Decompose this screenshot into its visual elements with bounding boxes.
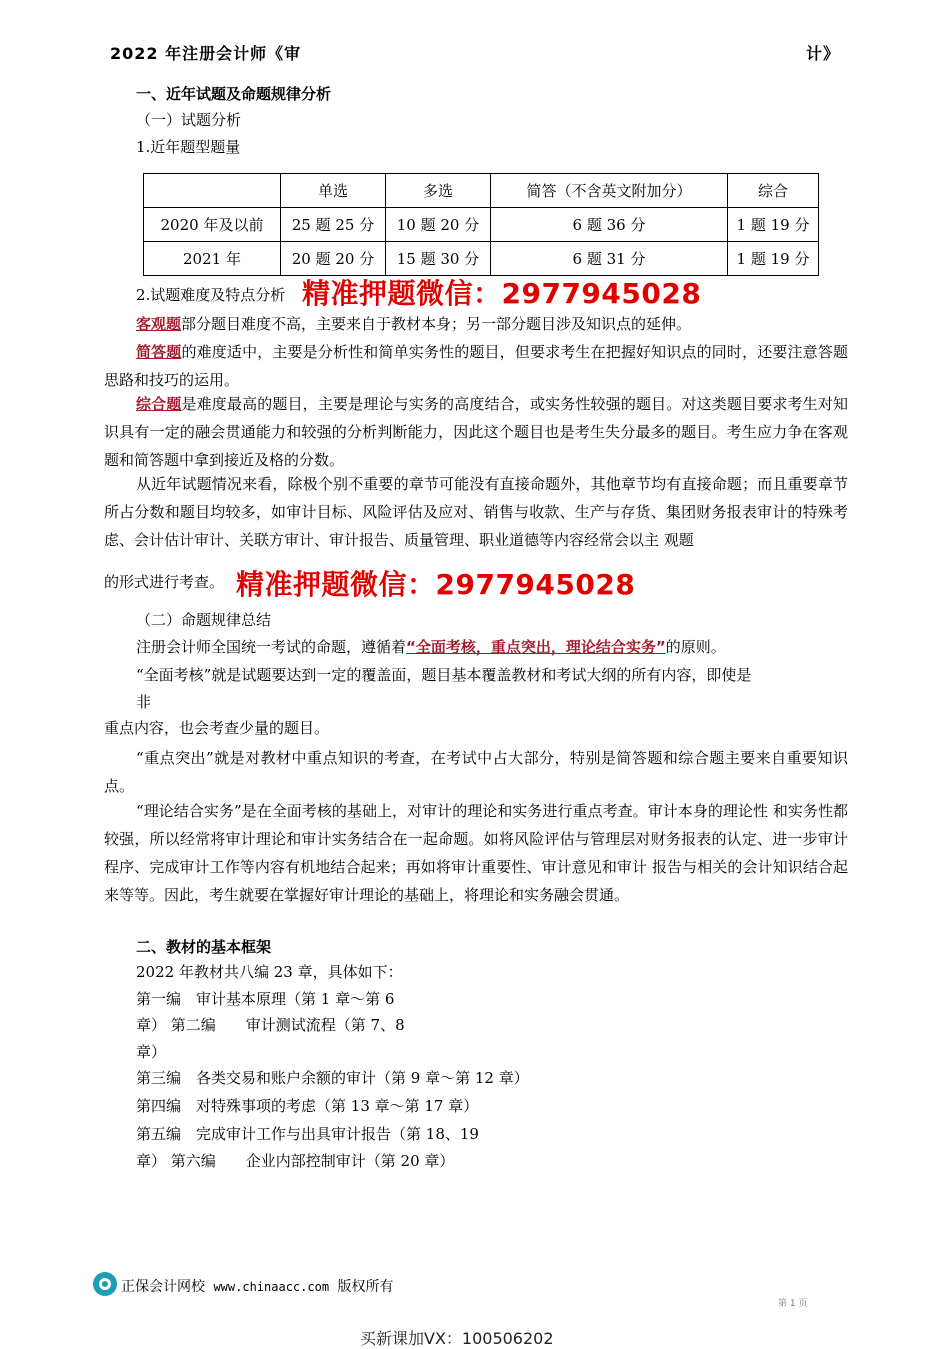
section-2-title: 二、教材的基本框架 (136, 938, 272, 956)
footer-ad-text: 买新课加VX：100506202 (360, 1329, 554, 1348)
table-header-row (144, 174, 819, 208)
framework-line: 章） 第二编 审计测试流程（第 7、8 (136, 1016, 405, 1034)
table-row (144, 242, 819, 276)
framework-line: 第三编 各类交易和账户余额的审计（第 9 章～第 12 章） (136, 1069, 529, 1087)
paragraph-principle: 注册会计师全国统一考试的命题，遵循着“全面考核，重点突出，理论结合实务”的原则。 (136, 638, 726, 656)
chinaacc-logo-icon (93, 1272, 117, 1296)
keyword-comprehensive: 综合题 (136, 395, 182, 413)
section-1-title: 一、近年试题及命题规律分析 (136, 85, 332, 103)
paragraph-trends-end: 的形式进行考查。 (104, 573, 225, 591)
table-cell: 1 题 19 分 (728, 242, 819, 276)
footer-rights: 版权所有 (337, 1279, 394, 1295)
paragraph-key-points: “重点突出”就是对教材中重点知识的考查，在考试中占大部分，特别是简答题和综合题主要来自重要知识点。 (104, 749, 848, 795)
footer-page-number: 第 1 页 (778, 1299, 808, 1309)
paragraph-comprehensive-coverage-end: 重点内容，也会考查少量的题目。 (104, 719, 330, 737)
framework-intro: 2022 年教材共八编 23 章，具体如下： (136, 963, 403, 981)
footer-site-link[interactable]: www.chinaacc.com (213, 1280, 330, 1294)
table-cell: 1 题 19 分 (728, 208, 819, 242)
page-header-title: 2022 年注册会计师《审 (110, 44, 302, 63)
table-cell: 10 题 20 分 (386, 208, 491, 242)
keyword-short-answer: 简答题 (136, 343, 182, 361)
table-header-cell: 简答（不含英文附加分） (491, 174, 728, 208)
framework-line: 第四编 对特殊事项的考虑（第 13 章～第 17 章） (136, 1097, 479, 1115)
footer-brand-name: 正保会计网校 (121, 1279, 205, 1295)
table-cell: 20 题 20 分 (281, 242, 386, 276)
footer-ad-clip (360, 1328, 620, 1348)
page-header-right: 计》 (806, 44, 841, 63)
table-cell: 6 题 36 分 (491, 208, 728, 242)
table-cell: 15 题 30 分 (386, 242, 491, 276)
table-row (144, 208, 819, 242)
subsection-1-title: （一）试题分析 (136, 111, 242, 129)
item-1-title: 1.近年题型题量 (136, 138, 241, 156)
item-2-title: 2.试题难度及特点分析 (136, 286, 286, 304)
table-cell: 2020 年及以前 (144, 208, 281, 242)
keyword-principle: “全面考核，重点突出，理论结合实务” (406, 638, 666, 656)
paragraph-objective: 客观题部分题目难度不高，主要来自于教材本身；另一部分题目涉及知识点的延伸。 (136, 315, 692, 333)
paragraph-short-answer: 简答题的难度适中，主要是分析性和简单实务性的题目，但要求考生在把握好知识点的同时，还要注意答题思路和技巧的运用。 (104, 343, 848, 389)
framework-line: 章） (136, 1043, 167, 1061)
table-header-cell (144, 174, 281, 208)
framework-line: 第五编 完成审计工作与出具审计报告（第 18、19 (136, 1125, 479, 1143)
table-cell: 6 题 31 分 (491, 242, 728, 276)
table-cell: 25 题 25 分 (281, 208, 386, 242)
table-cell: 2021 年 (144, 242, 281, 276)
question-volume-table (143, 173, 819, 276)
subsection-2-title: （二）命题规律总结 (136, 611, 272, 629)
footer-brand (121, 1276, 394, 1296)
paragraph-comprehensive-coverage: “全面考核”就是试题要达到一定的覆盖面，题目基本覆盖教材和考试大纲的所有内容，即使是 (136, 666, 752, 684)
watermark-wechat-1: 精准押题微信：2977945028 (302, 277, 702, 310)
paragraph-trends: 从近年试题情况来看，除极个别不重要的章节可能没有直接命题外，其他章节均有直接命题；而且重要章节所占分数和题目均较多，如审计目标、风险评估及应对、销售与收款、生产与存货、集团财务报表审计的特殊考虑、会计估计审计、关联方审计、审计报告、质量管理、职业道德等内容经常会以主 观题 (104, 475, 848, 549)
table-header-cell: 综合 (728, 174, 819, 208)
table-header-cell: 多选 (386, 174, 491, 208)
paragraph-comprehensive: 综合题是难度最高的题目，主要是理论与实务的高度结合，或实务性较强的题目。对这类题目要求考生对知识具有一定的融会贯通能力和较强的分析判断能力，因此这个题目也是考生失分最多的题目。考生应力争在客观题和简答题中拿到接近及格的分数。 (104, 395, 848, 469)
watermark-wechat-2: 精准押题微信：2977945028 (236, 568, 636, 601)
paragraph-theory-practice: “理论结合实务”是在全面考核的基础上，对审计的理论和实务进行重点考查。审计本身的理论性 和实务性都较强，所以经常将审计理论和审计实务结合在一起命题。如将风险评估与管理层对财务报表的认定、进一步审计程序、完成审计工作等内容有机地结合起来；再如将审计重要性、审计意见和审计 报告与相关的会计知识结合起来等等。因此，考生就要在掌握好审计理论的基础上，将理论和实务融会贯通。 (104, 802, 848, 904)
table-header-cell: 单选 (281, 174, 386, 208)
paragraph-comprehensive-coverage-cont: 非 (136, 693, 152, 711)
framework-line: 章） 第六编 企业内部控制审计（第 20 章） (136, 1152, 455, 1170)
framework-line: 第一编 审计基本原理（第 1 章～第 6 (136, 990, 395, 1008)
keyword-objective: 客观题 (136, 315, 182, 333)
